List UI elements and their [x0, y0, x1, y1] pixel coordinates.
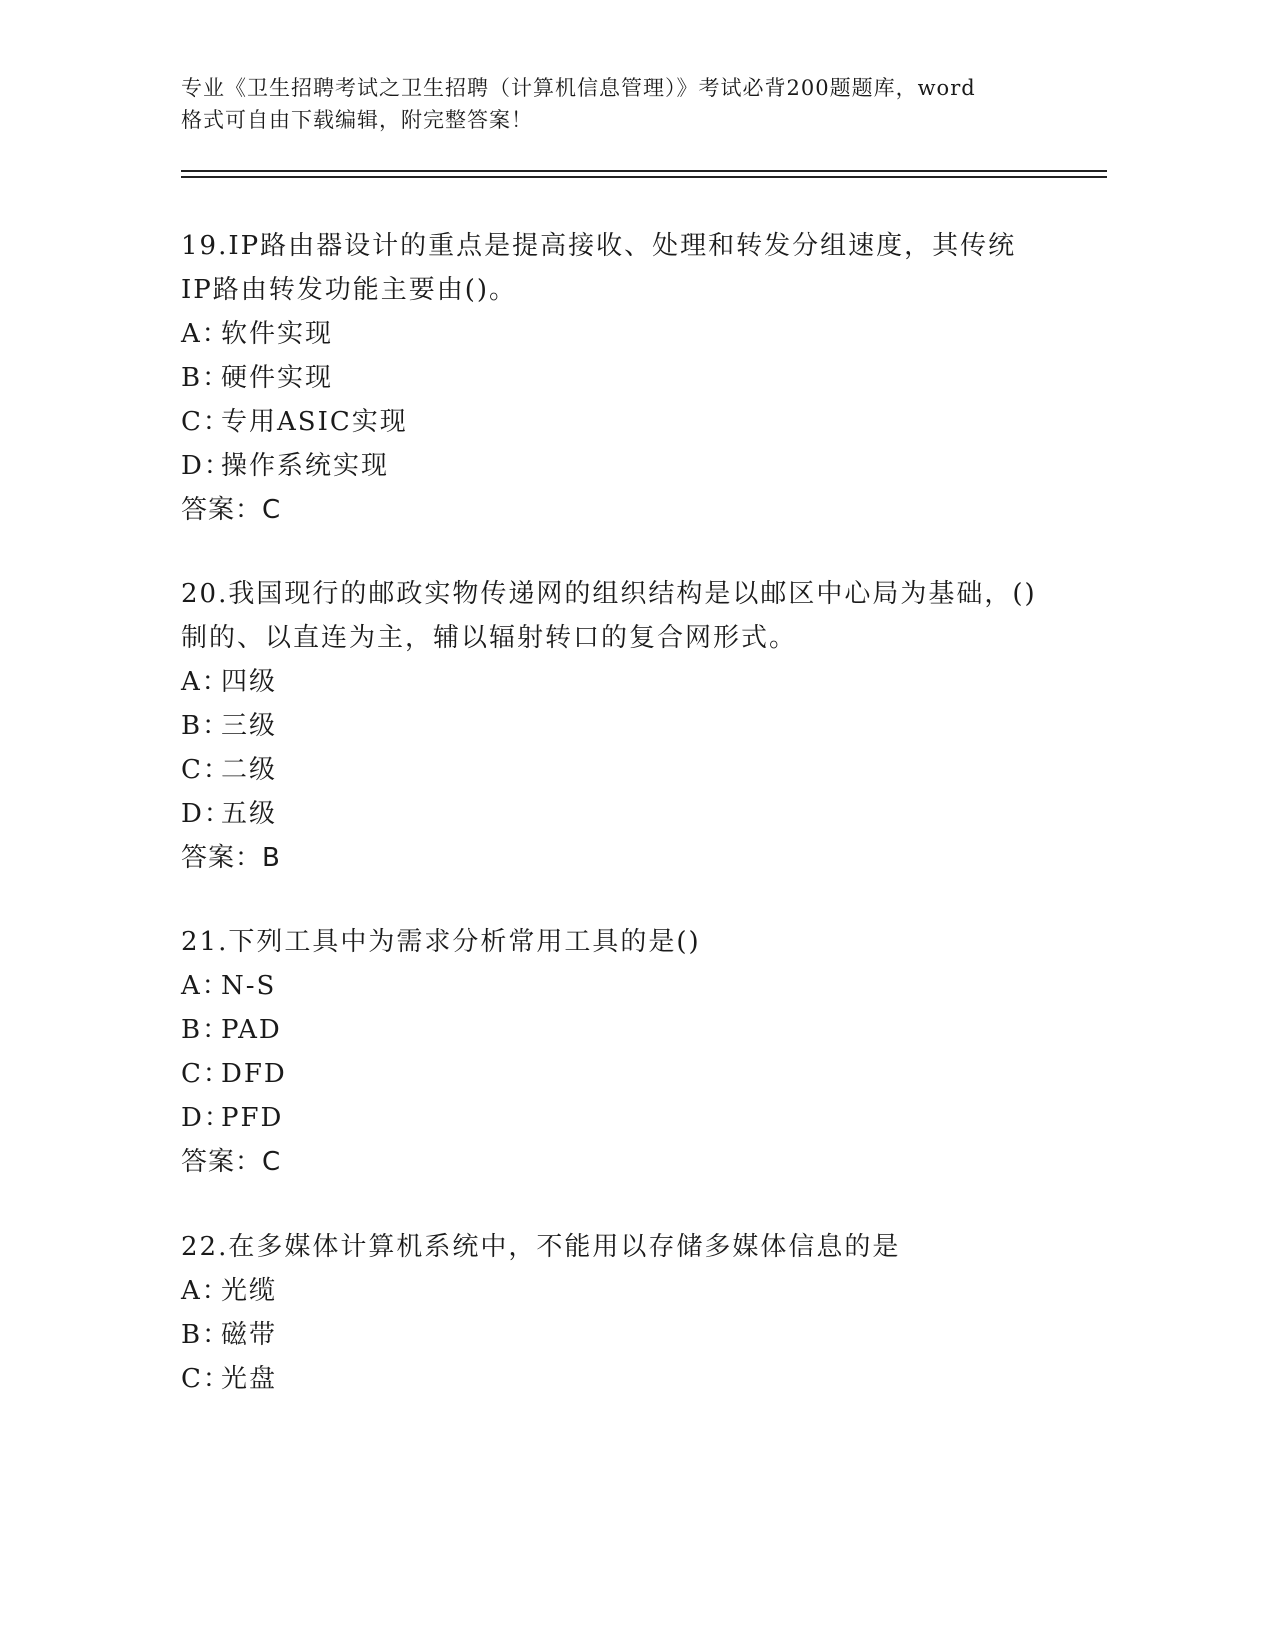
- option-letter: A：: [181, 319, 230, 349]
- option-letter: A：: [181, 971, 230, 1001]
- header-rule-top: [181, 170, 1107, 172]
- option-b: [181, 1008, 1041, 1052]
- option-text: DFD: [221, 1059, 287, 1089]
- option-text: PAD: [221, 1015, 282, 1045]
- option-a: [181, 660, 1041, 704]
- option-letter: B：: [181, 1320, 231, 1350]
- question-21: [181, 920, 1041, 1184]
- option-d: [181, 1096, 1041, 1140]
- option-c: [181, 1052, 1041, 1096]
- option-text: 五级: [221, 799, 278, 829]
- answer-line: 答案：B: [181, 843, 281, 873]
- header-line-2: 格式可自由下载编辑，附完整答案！: [181, 108, 533, 132]
- option-letter: B：: [181, 711, 231, 741]
- option-b: [181, 356, 1041, 400]
- option-d: [181, 444, 1041, 488]
- option-letter: D：: [181, 799, 232, 829]
- question-title-line-2: 制的、以直连为主，辅以辐射转口的复合网形式。: [181, 623, 798, 653]
- option-text: 操作系统实现: [221, 451, 390, 481]
- option-b: [181, 1313, 1041, 1357]
- option-text: 光盘: [221, 1364, 278, 1394]
- option-c: [181, 400, 1041, 444]
- option-text: 三级: [221, 711, 278, 741]
- option-a: [181, 1269, 1041, 1313]
- option-text: N-S: [221, 971, 277, 1001]
- option-text: 二级: [221, 755, 278, 785]
- question-title-line-2: IP路由转发功能主要由()。: [181, 275, 518, 305]
- question-19: [181, 224, 1041, 532]
- question-title-line-1: 20.我国现行的邮政实物传递网的组织结构是以邮区中心局为基础，(): [181, 579, 1037, 609]
- option-text: 磁带: [221, 1320, 278, 1350]
- option-letter: D：: [181, 451, 232, 481]
- option-letter: A：: [181, 1276, 230, 1306]
- option-text: 专用ASIC实现: [221, 407, 408, 437]
- answer-line: 答案：C: [181, 495, 282, 525]
- question-22: [181, 1225, 1041, 1401]
- option-a: [181, 964, 1041, 1008]
- document-header: [181, 72, 1081, 136]
- option-b: [181, 704, 1041, 748]
- question-title-line-1: 21.下列工具中为需求分析常用工具的是(): [181, 927, 701, 957]
- question-20: [181, 572, 1041, 880]
- option-letter: B：: [181, 1015, 231, 1045]
- question-title-line-1: 19.IP路由器设计的重点是提高接收、处理和转发分组速度，其传统: [181, 231, 1017, 261]
- option-text: 四级: [221, 667, 278, 697]
- option-text: 软件实现: [221, 319, 334, 349]
- option-text: 硬件实现: [221, 363, 334, 393]
- header-rule-bottom: [181, 176, 1107, 178]
- option-a: [181, 312, 1041, 356]
- header-line-1: 专业《卫生招聘考试之卫生招聘（计算机信息管理）》考试必背200题题库，word: [181, 76, 976, 100]
- option-d: [181, 792, 1041, 836]
- option-text: 光缆: [221, 1276, 278, 1306]
- option-letter: C：: [181, 1059, 231, 1089]
- option-letter: C：: [181, 1364, 231, 1394]
- option-letter: B：: [181, 363, 231, 393]
- option-c: [181, 748, 1041, 792]
- question-title-line-1: 22.在多媒体计算机系统中，不能用以存储多媒体信息的是: [181, 1232, 901, 1262]
- option-letter: D：: [181, 1103, 232, 1133]
- option-letter: A：: [181, 667, 230, 697]
- option-text: PFD: [221, 1103, 284, 1133]
- option-letter: C：: [181, 755, 231, 785]
- answer-line: 答案：C: [181, 1147, 282, 1177]
- option-letter: C：: [181, 407, 231, 437]
- option-c: [181, 1357, 1041, 1401]
